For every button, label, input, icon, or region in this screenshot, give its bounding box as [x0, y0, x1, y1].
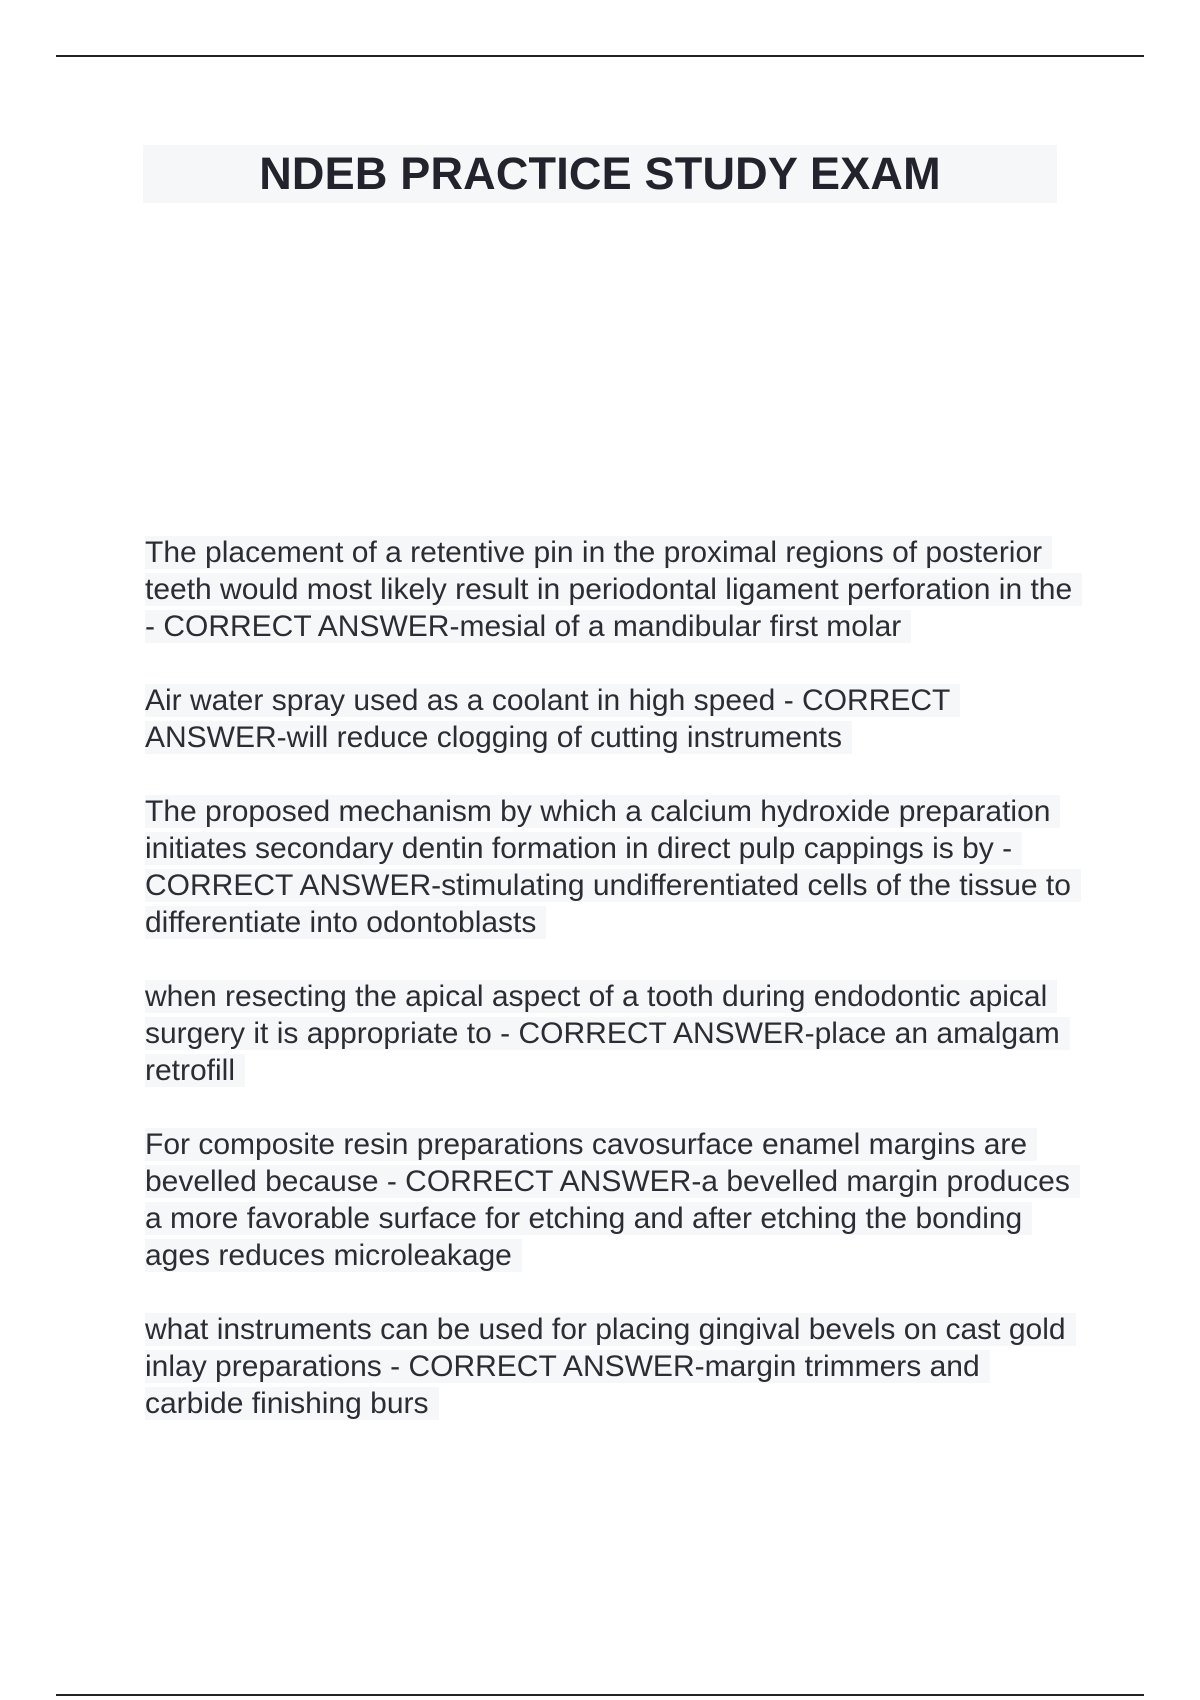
qa-item: [145, 682, 1075, 756]
qa-text: when resecting the apical aspect of a tooth during endodontic apical surgery it is appropriate to - CORRECT ANSWER-place an amalgam retrofill: [145, 980, 1070, 1087]
qa-text: what instruments can be used for placing gingival bevels on cast gold inlay preparations - CORRECT ANSWER-margin trimmers and carbide finishing burs: [145, 1313, 1076, 1420]
qa-list: [145, 534, 1075, 1459]
top-rule: [56, 55, 1144, 57]
qa-item: [145, 793, 1075, 941]
page-title: NDEB PRACTICE STUDY EXAM: [259, 148, 941, 199]
qa-text: Air water spray used as a coolant in high speed - CORRECT ANSWER-will reduce clogging of cutting instruments: [145, 684, 960, 754]
qa-text: The proposed mechanism by which a calcium hydroxide preparation initiates secondary dentin formation in direct pulp cappings is by - CORRECT ANSWER-stimulating undifferentiated cells of the tissue to differentiate into odontoblasts: [145, 795, 1081, 939]
qa-item: [145, 978, 1075, 1089]
qa-item: [145, 1311, 1075, 1422]
qa-text: For composite resin preparations cavosurface enamel margins are bevelled because - CORRECT ANSWER-a bevelled margin produces a more favorable surface for etching and after etching the bonding ages reduces microleakage: [145, 1128, 1080, 1272]
qa-item: [145, 1126, 1075, 1274]
bottom-rule: [56, 1694, 1144, 1696]
qa-text: The placement of a retentive pin in the proximal regions of posterior teeth would most likely result in periodontal ligament perforation in the - CORRECT ANSWER-mesial of a mandibular first molar: [145, 536, 1082, 643]
title-band: [143, 145, 1057, 203]
qa-item: [145, 534, 1075, 645]
